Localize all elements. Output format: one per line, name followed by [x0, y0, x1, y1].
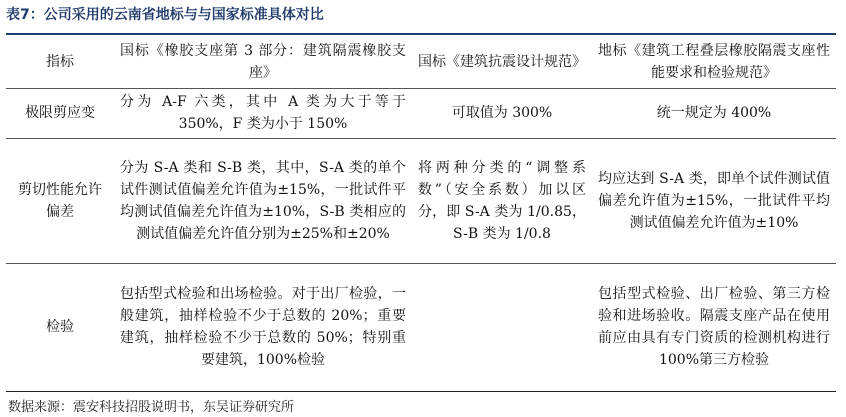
cell-national-rubber: 分为 A-F 六类，其中 A 类为大于等于 350%，F 类为小于 150% — [114, 88, 412, 138]
table-title: 表7：公司采用的云南省地标与与国家标准具体对比 — [6, 7, 324, 23]
table-row — [6, 88, 836, 138]
header-national-seismic: 国标《建筑抗震设计规范》 — [412, 37, 592, 88]
title-divider — [6, 33, 836, 35]
cell-national-rubber: 包括型式检验和出场检验。对于出厂检验，一般建筑，抽样检验不少于总数的 20%；重要建筑，抽样检验不少于总数的 50%；特别重要建筑，100%检验 — [114, 263, 412, 391]
row-metric: 极限剪应变 — [6, 88, 114, 138]
cell-national-seismic — [412, 263, 592, 391]
comparison-table — [6, 37, 836, 392]
table-row — [6, 138, 836, 263]
row-metric: 检验 — [6, 263, 114, 391]
cell-national-seismic: 可取值为 300% — [412, 88, 592, 138]
cell-local: 包括型式检验、出厂检验、第三方检验和进场验收。隔震支座产品在使用前应由具有专门资质的检测机构进行 100%第三方检验 — [592, 263, 836, 391]
header-national-rubber: 国标《橡胶支座第 3 部分：建筑隔震橡胶支座》 — [114, 37, 412, 88]
cell-national-seismic: 将两种分类的“调整系数”（安全系数）加以区分，即 S-A 类为 1/0.85，S-B 类为 1/0.8 — [412, 138, 592, 263]
table-header-row — [6, 37, 836, 88]
header-metric: 指标 — [6, 37, 114, 88]
header-local: 地标《建筑工程叠层橡胶隔震支座性能要求和检验规范》 — [592, 37, 836, 88]
cell-local: 均应达到 S-A 类，即单个试件测试值偏差允许值为±15%，一批试件平均测试值偏差允许值为±10% — [592, 138, 836, 263]
cell-national-rubber: 分为 S-A 类和 S-B 类，其中，S-A 类的单个试件测试值偏差允许值为±15%，一批试件平均测试值偏差允许值为±10%，S-B 类相应的测试值偏差允许值分别为±25%和±20% — [114, 138, 412, 263]
table-row — [6, 263, 836, 391]
row-metric: 剪切性能允许偏差 — [6, 138, 114, 263]
data-source-note: 数据来源：震安科技招股说明书，东吴证券研究所 — [8, 400, 295, 415]
cell-local: 统一规定为 400% — [592, 88, 836, 138]
